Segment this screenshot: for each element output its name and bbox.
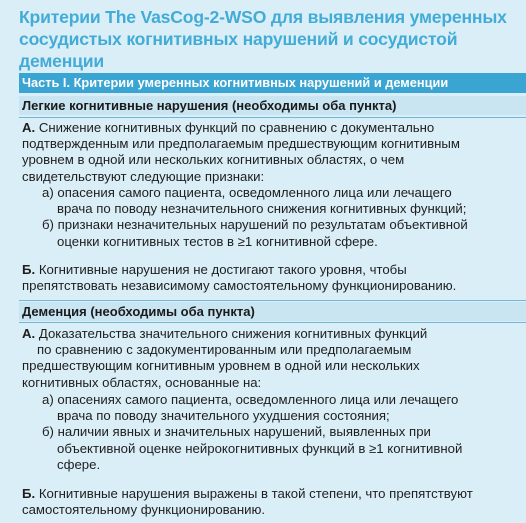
- text-line: самостоятельному функционированию.: [22, 502, 266, 518]
- dementia-heading: Деменция (необходимы оба пункта): [19, 302, 526, 321]
- text-line: свидетельствуют следующие признаки:: [22, 168, 265, 184]
- text-line: а) опасениях самого пациента, осведомленного лица или лечащего: [42, 392, 459, 407]
- title-line-1: Критерии The VasCog-2-WSO для выявления умеренных: [19, 7, 507, 27]
- text-line: подтвержденным или предполагаемым предшествующим когнитивным: [22, 136, 460, 152]
- criterion-label: Б.: [22, 262, 36, 277]
- part-header: Часть I. Критерии умеренных когнитивных нарушений и деменции: [19, 73, 526, 93]
- text-line: по сравнению с задокументированным или предполагаемым: [37, 342, 412, 358]
- text-line: А. Снижение когнитивных функций по сравнению с документально: [22, 120, 435, 135]
- text-line: врача по поводу незначительного снижения когнитивных функций;: [57, 201, 467, 217]
- mild-impairment-heading: Легкие когнитивные нарушения (необходимы оба пункта): [19, 96, 526, 115]
- page-title: [19, 6, 519, 72]
- divider: [19, 322, 526, 323]
- text-line: препятствовать независимому самостоятельному функционированию.: [22, 278, 457, 294]
- mild-criterion-a: [22, 120, 522, 185]
- criterion-label: А.: [22, 326, 36, 341]
- text-line: Б. Когнитивные нарушения выражены в такой степени, что препятствуют: [22, 486, 473, 501]
- text-line: б) наличии явных и значительных нарушений, выявленных при: [42, 424, 431, 440]
- text-line: предшествующим когнитивным уровнем в одной или нескольких: [22, 358, 420, 374]
- criterion-label: Б.: [22, 486, 36, 501]
- text-line: когнитивных областях, основанные на:: [22, 374, 262, 390]
- mild-criterion-a-subitems: [42, 185, 524, 250]
- text-line: Б. Когнитивные нарушения не достигают такого уровня, чтобы: [22, 262, 407, 277]
- divider: [19, 300, 526, 301]
- mild-criterion-b: [22, 262, 522, 294]
- text-line: а) опасения самого пациента, осведомленного лица или лечащего: [42, 185, 452, 200]
- text-line: б) признаки незначительных нарушений по результатам объективной: [42, 217, 468, 233]
- title-line-2: сосудистых когнитивных нарушений и сосудистой деменции: [19, 29, 458, 71]
- text-line: объективной оценке нейрокогнитивных функций в ≥1 когнитивной: [57, 440, 463, 456]
- text-line: оценки когнитивных тестов в ≥1 когнитивной сфере.: [57, 233, 378, 249]
- text-line: врача по поводу значительного ухудшения состояния;: [57, 408, 390, 424]
- text-line: сфере.: [57, 456, 101, 472]
- text-line: уровнем в одной или нескольких когнитивных областях, о чем: [22, 152, 405, 168]
- criterion-label: А.: [22, 120, 36, 135]
- dementia-criterion-b: [22, 486, 522, 518]
- text-line: А. Доказательства значительного снижения когнитивных функций: [22, 326, 428, 341]
- dementia-criterion-a-subitems: [42, 392, 524, 473]
- dementia-criterion-a: [22, 326, 522, 391]
- divider: [19, 117, 526, 118]
